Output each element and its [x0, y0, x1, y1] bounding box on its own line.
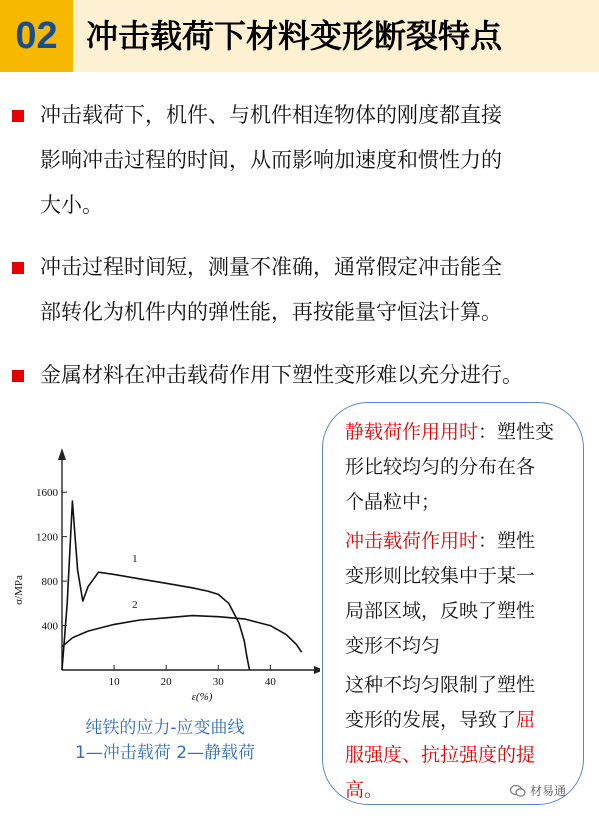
y-tick-label: 1600 — [36, 487, 58, 500]
bullet-line: 金属材料在冲击载荷作用下塑性变形难以充分进行。 — [40, 363, 523, 387]
header-bar — [0, 0, 599, 72]
y-axis-arrow-icon — [58, 448, 66, 460]
bullet-square-icon — [12, 370, 24, 382]
x-tick-label: 40 — [264, 676, 276, 688]
static-load-label: 静载荷作用用时 — [345, 421, 479, 443]
section-number-badge — [0, 0, 73, 72]
curve-2-label: 2 — [132, 598, 138, 611]
x-tick-label: 30 — [212, 676, 224, 688]
bullet-line: 大小。 — [40, 193, 103, 217]
watermark-text: 材易通 — [530, 784, 567, 798]
callout-line: 个晶粒中； — [345, 491, 441, 513]
y-tick-label: 1200 — [36, 531, 58, 544]
callout-line: 高。 — [345, 779, 384, 801]
bullet-square-icon — [12, 262, 24, 274]
series-line-2 — [62, 616, 302, 653]
page-title: 冲击载荷下材料变形断裂特点 — [86, 17, 503, 55]
callout-text-span: 屈 — [516, 709, 536, 731]
callout-line: 形比较均匀的分布在各 — [345, 456, 536, 478]
y-tick-label: 800 — [41, 576, 58, 589]
callout-text-span: 变形的发展，导致了 — [345, 709, 517, 731]
curve-1-label: 1 — [132, 553, 138, 566]
chart-caption — [40, 716, 290, 766]
y-tick-label: 400 — [41, 620, 58, 633]
section-number: 02 — [15, 14, 58, 57]
bullet-square-icon — [12, 110, 24, 122]
caption-line: 纯铁的应力-应变曲线 — [85, 718, 245, 738]
stress-strain-chart — [0, 440, 320, 710]
bullet-line: 部转化为机件内的弹性能，再按能量守恒法计算。 — [40, 300, 502, 324]
bullet-line: 影响冲击过程的时间，从而影响加速度和惯性力的 — [40, 148, 502, 172]
bullet-item — [40, 245, 580, 335]
callout-line: 局部区域，反映了塑性 — [345, 600, 536, 622]
bullet-line: 冲击载荷下，机件、与机件相连物体的刚度都直接 — [40, 103, 502, 127]
x-axis-label: ε(%) — [191, 691, 213, 703]
x-tick-label: 20 — [160, 676, 172, 688]
callout-line: 变形不均匀 — [345, 635, 441, 657]
series-line-1 — [62, 501, 250, 670]
bullet-item — [40, 353, 599, 398]
callout-text-span: ：塑性 — [478, 530, 536, 552]
callout-line: 变形则比较集中于某一 — [345, 565, 536, 587]
y-axis-label: σ/MPa — [13, 575, 25, 605]
wechat-icon — [510, 784, 526, 798]
callout-line: 这种不均匀限制了塑性 — [345, 674, 536, 696]
x-axis-arrow-icon — [314, 666, 320, 674]
watermark — [510, 782, 566, 799]
callout-line: 服强度、抗拉强度的提 — [345, 744, 536, 766]
impact-load-label: 冲击载荷作用时 — [345, 530, 479, 552]
x-tick-label: 10 — [108, 676, 120, 688]
callout-text-span: ：塑性变 — [478, 421, 555, 443]
bullet-item — [40, 93, 580, 228]
caption-line: 1—冲击载荷 2—静载荷 — [74, 743, 256, 763]
bullet-line: 冲击过程时间短，测量不准确，通常假定冲击能全 — [40, 255, 502, 279]
callout-text — [345, 415, 567, 808]
